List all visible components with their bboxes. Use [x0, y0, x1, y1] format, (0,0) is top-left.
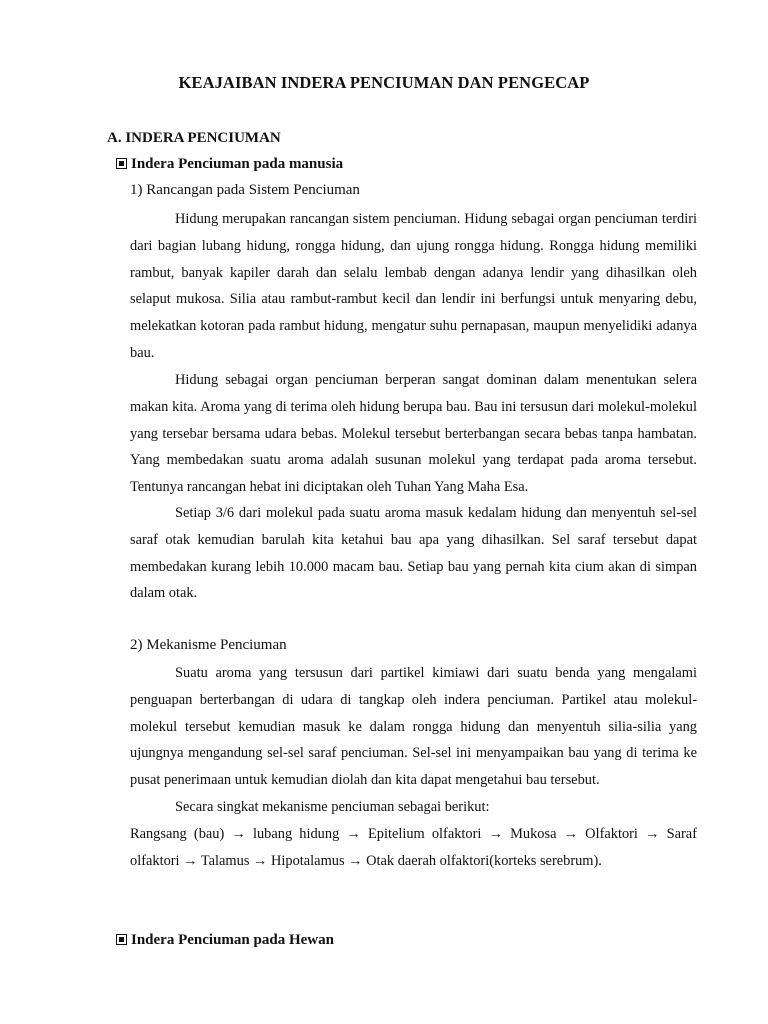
bullet-heading-animal-text: Indera Penciuman pada Hewan: [131, 932, 334, 948]
bullet-heading-animal: [116, 932, 334, 949]
bullet-heading-human: [116, 156, 343, 173]
paragraph-4: Suatu aroma yang tersusun dari partikel kimiawi dari suatu benda yang mengalami penguapan berterbangan di udara di tangkap oleh indera penciuman. Partikel atau molekul-molekul tersebut kemudian masuk ke dalam rongga hidung dan menyentuh silia-silia yang ujungnya mengandung sel-sel saraf penciuman. Sel-sel ini menyampaikan bau yang di terima ke pusat penerimaan untuk kemudian diolah dan kita dapat mengetahui bau tersebut.: [130, 665, 697, 789]
paragraph-5: Secara singkat mekanisme penciuman sebagai berikut:: [175, 799, 490, 815]
bullet-heading-human-text: Indera Penciuman pada manusia: [131, 156, 344, 172]
subheading-2: 2) Mekanisme Penciuman: [130, 637, 287, 653]
document-title: KEAJAIBAN INDERA PENCIUMAN DAN PENGECAP: [178, 73, 590, 92]
paragraph-3: Setiap 3/6 dari molekul pada suatu aroma masuk kedalam hidung dan menyentuh sel-sel saraf otak kemudian barulah kita ketahui bau apa yang dihasilkan. Sel saraf tersebut dapat membedakan kurang lebih 10.000 macam bau. Setiap bau yang pernah kita cium akan di simpan dalam otak.: [130, 505, 697, 602]
subheading-1: 1) Rancangan pada Sistem Penciuman: [130, 182, 360, 198]
square-bullet-icon: [116, 158, 127, 169]
paragraph-2: Hidung sebagai organ penciuman berperan sangat dominan dalam menentukan selera makan kita. Aroma yang di terima oleh hidung berupa bau. Bau ini tersusun dari molekul-molekul yang tersebar bersama udara bebas. Molekul tersebut berterbangan secara bebas tanpa hambatan. Yang membedakan suatu aroma adalah susunan molekul yang terdapat pada aroma tersebut. Tentunya rancangan hebat ini diciptakan oleh Tuhan Yang Maha Esa.: [130, 372, 697, 496]
square-bullet-icon: [116, 934, 127, 945]
section-heading-a: A. INDERA PENCIUMAN: [107, 130, 281, 146]
mechanism-flow: Rangsang (bau) → lubang hidung → Epitelium olfaktori → Mukosa → Olfaktori → Saraf olfaktori → Talamus → Hipotalamus → Otak daerah olfaktori(korteks serebrum).: [130, 826, 697, 869]
paragraph-1: Hidung merupakan rancangan sistem penciuman. Hidung sebagai organ penciuman terdiri dari bagian lubang hidung, rongga hidung, dan ujung rongga hidung. Rongga hidung memiliki rambut, banyak kapiler darah dan selalu lembab dengan adanya lendir yang dihasilkan oleh selaput mukosa. Silia atau rambut-rambut kecil dan lendir ini berfungsi untuk menyaring debu, melekatkan kotoran pada rambut hidung, mengatur suhu pernapasan, maupun menyelidiki adanya bau.: [130, 211, 697, 361]
